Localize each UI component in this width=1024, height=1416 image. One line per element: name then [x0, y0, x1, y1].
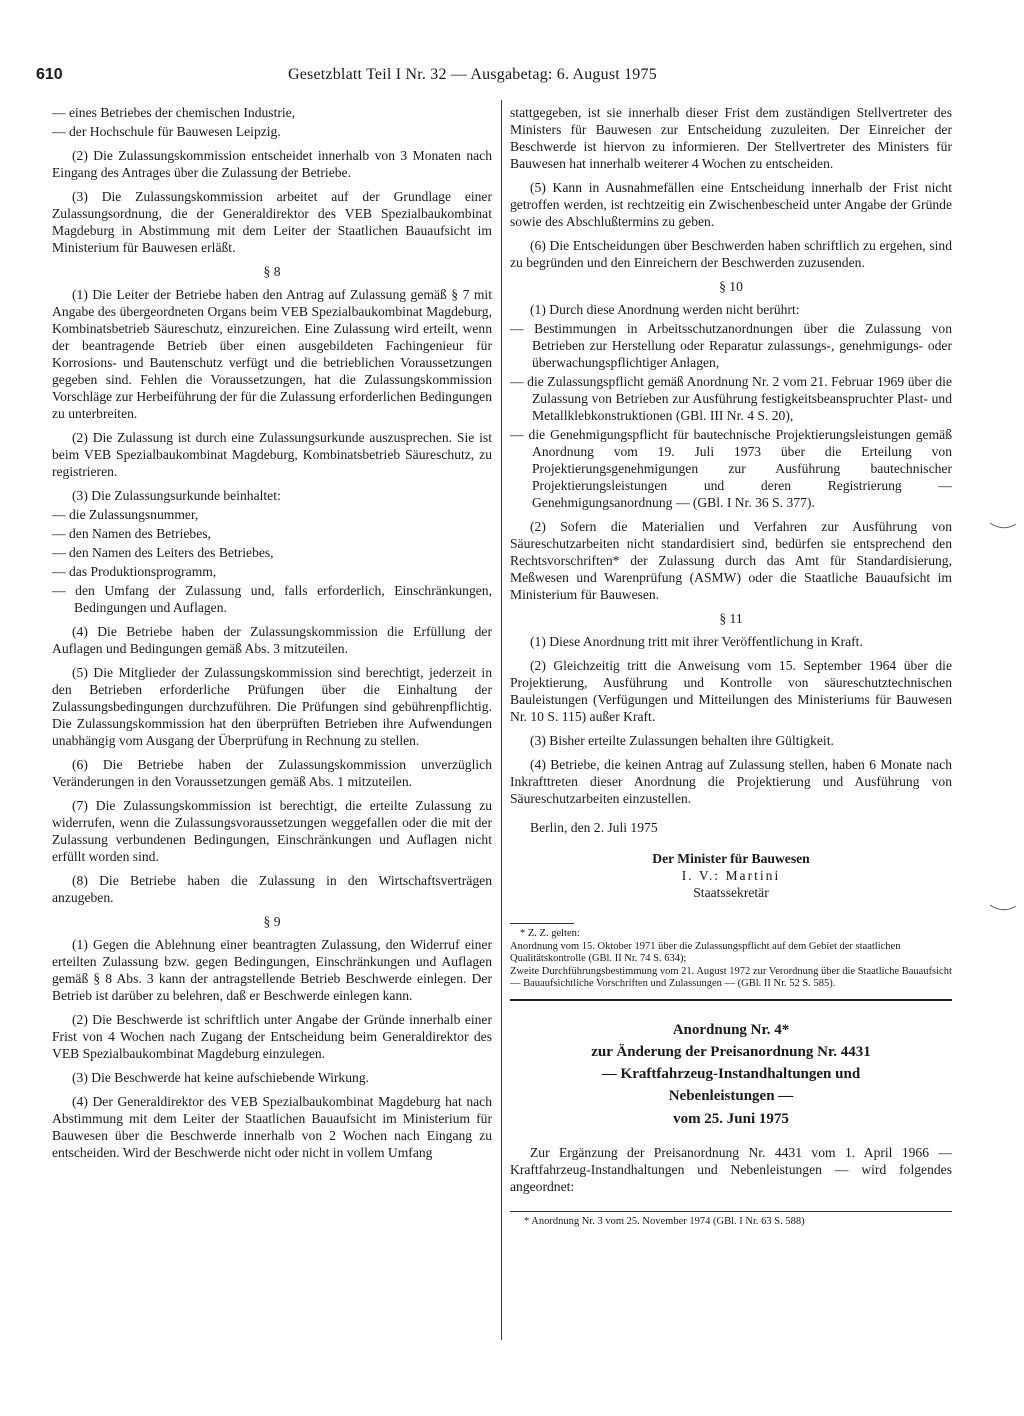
paragraph: (5) Die Mitglieder der Zulassungskommission sind berechtigt, jederzeit in den Betrieben erforderliche Prüfungen über die Einhaltung der Zulassungsbedingungen durchzuführen. Die Prüfungen sind gebührenpflichtig. Die Zulassungskommission hat den überprüften Betrieben ihre Aufwendungen unabhängig vom Ausgang der Überprüfung in Rechnung zu stellen.: [52, 665, 492, 748]
paragraph: (2) Die Zulassungskommission entscheidet innerhalb von 3 Monaten nach Eingang des Antrages über die Zulassung der Betriebe.: [52, 148, 492, 180]
anordnung-date: vom 25. Juni 1975: [673, 1110, 789, 1127]
list-item: — den Namen des Leiters des Betriebes,: [52, 545, 274, 560]
signer-title: Der Minister für Bauwesen: [652, 851, 810, 866]
section-heading: § 8: [263, 264, 281, 279]
margin-mark: [988, 902, 1018, 912]
paragraph: (2) Gleichzeitig tritt die Anweisung vom 15. September 1964 über die Projektierung, Ausführung und Kontrolle von säureschutztechnischen Bauleistungen (Verfügungen und Mitteilungen des Ministeriums für Bauwesen Nr. 10 S. 115) außer Kraft.: [510, 658, 952, 724]
paragraph: (2) Sofern die Materialien und Verfahren zur Ausführung von Säureschutzarbeiten nicht standardisiert sind, bedürfen sie entsprechend den Rechtsvorschriften* der Zulassung durch das Amt für Standardisierung, Meßwesen und Warenprüfung (ASMW) oder die Staatliche Bauaufsicht im Ministerium für Bauwesen.: [510, 519, 952, 602]
paragraph: (6) Die Betriebe haben der Zulassungskommission unverzüglich Veränderungen in den Voraussetzungen gemäß Abs. 1 mitzuteilen.: [52, 757, 492, 789]
running-head: Gesetzblatt Teil I Nr. 32 — Ausgabetag: 6. August 1975: [288, 66, 657, 83]
paragraph: (8) Die Betriebe haben die Zulassung in den Wirtschaftsverträgen anzugeben.: [52, 873, 492, 905]
paragraph: (7) Die Zulassungskommission ist berechtigt, die erteilte Zulassung zu widerrufen, wenn die Zulassungsvoraussetzungen weggefallen oder die mit der Zulassung verbundenen Bedingungen, Einschränkungen und Auflagen nicht erfüllt worden sind.: [52, 798, 492, 864]
paragraph: (3) Die Zulassungsurkunde beinhaltet:: [72, 488, 281, 503]
signer-role: Staatssekretär: [693, 885, 769, 900]
anordnung-title-line: Anordnung Nr. 4*: [672, 1021, 790, 1038]
footnote-rule: [510, 1211, 952, 1212]
right-column: [510, 104, 952, 1228]
anordnung-title-line: zur Änderung der Preisanordnung Nr. 4431: [591, 1043, 871, 1060]
anordnung-title-line: — Kraftfahrzeug-Instandhaltungen und: [601, 1065, 861, 1082]
anordnung-title-line: Nebenleistungen —: [668, 1087, 794, 1104]
section-heading: § 9: [263, 914, 281, 929]
list-item: — Bestimmungen in Arbeitsschutzanordnungen über die Zulassung von Betrieben zur Herstellung oder Reparatur zulassungs-, genehmigungs- oder überwachungspflichtiger Anlagen,: [510, 321, 952, 370]
paragraph: (4) Der Generaldirektor des VEB Spezialbaukombinat Magdeburg hat nach Abstimmung mit dem Leiter der Staatlichen Bauaufsicht im Ministerium für Bauwesen über die Beschwerde innerhalb von 2 Wochen nach Eingang zu entscheiden. Wird der Beschwerde nicht oder nicht in vollem Umfang: [52, 1094, 492, 1160]
left-column: [52, 104, 492, 1168]
list-item: — die Zulassungspflicht gemäß Anordnung Nr. 2 vom 21. Februar 1969 über die Zulassung von Betrieben zur Ausführung festigkeitsbeanspruchter Plast- und Metallklebkonstruktionen (GBl. III Nr. 4 S. 20),: [510, 374, 952, 423]
list-item: — eines Betriebes der chemischen Industrie,: [52, 105, 296, 120]
paragraph: (3) Die Zulassungskommission arbeitet auf der Grundlage einer Zulassungsordnung, die der Generaldirektor des VEB Spezialbaukombinat Magdeburg in Abstimmung mit dem Leiter der Staatlichen Bauaufsicht im Ministerium für Bauwesen erläßt.: [52, 189, 492, 255]
list-item: — die Zulassungsnummer,: [52, 507, 199, 522]
paragraph: (6) Die Entscheidungen über Beschwerden haben schriftlich zu ergehen, sind zu begründen und den Einreichern der Beschwerden zuzusenden.: [510, 238, 952, 270]
paragraph: (1) Diese Anordnung tritt mit ihrer Veröffentlichung in Kraft.: [530, 634, 863, 649]
paragraph: stattgegeben, ist sie innerhalb dieser Frist dem zuständigen Stellvertreter des Ministers für Bauwesen zur Entscheidung zuzuleiten. Der Einreicher der Beschwerde ist hiervon zu informieren. Der Stellvertreter des Ministers für Bauwesen hat innerhalb weiterer 4 Wochen zu entscheiden.: [510, 105, 952, 171]
footnote-line: Anordnung vom 15. Oktober 1971 über die Zulassungspflicht auf dem Gebiet der staatlichen Qualitätskontrolle (GBl. II Nr. 74 S. 634);: [510, 940, 901, 964]
page-header: [36, 66, 984, 90]
list-item: — das Produktionsprogramm,: [52, 564, 217, 579]
paragraph: Zur Ergänzung der Preisanordnung Nr. 4431 vom 1. April 1966 — Kraftfahrzeug-Instandhaltungen und Nebenleistungen — wird folgendes angeordnet:: [510, 1144, 952, 1194]
list-item: — den Umfang der Zulassung und, falls erforderlich, Einschränkungen, Bedingungen und Auflagen.: [52, 583, 492, 615]
footnote-rule: [510, 923, 574, 924]
paragraph: (3) Die Beschwerde hat keine aufschiebende Wirkung.: [72, 1070, 370, 1085]
signing-date: Berlin, den 2. Juli 1975: [530, 820, 658, 835]
paragraph: (1) Die Leiter der Betriebe haben den Antrag auf Zulassung gemäß § 7 mit Angabe des übergeordneten Organs beim VEB Spezialbaukombinat Magdeburg, Kombinatsbetrieb Säureschutz, einzureichen. Eine Zulassung wird erteilt, wenn der beantragende Betrieb über einen ausgebildeten Fachingenieur für Korrosions- und Bautenschutz verfügt und die betrieblichen Voraussetzungen gegeben sind. Fehlen die Voraussetzungen, hat die Zulassungskommission Vorschläge zur Herbeiführung der für die Zulassung erforderlichen Bedingungen zu unterbreiten.: [52, 287, 492, 421]
page-number: 610: [36, 66, 63, 83]
section-separator: [510, 999, 952, 1001]
paragraph: (3) Bisher erteilte Zulassungen behalten ihre Gültigkeit.: [530, 733, 834, 748]
list-item: — den Namen des Betriebes,: [52, 526, 211, 541]
paragraph: (1) Durch diese Anordnung werden nicht berührt:: [530, 302, 800, 317]
list-item: — die Genehmigungspflicht für bautechnische Projektierungsleistungen gemäß Anordnung vom 19. Juli 1973 über die Erteilung von Projektierungsgenehmigungen zur Ausführung bautechnischer Projektierungsleistungen und deren Registrierung — Genehmigungsanordnung — (GBl. I Nr. 36 S. 377).: [510, 427, 952, 510]
paragraph: (1) Gegen die Ablehnung einer beantragten Zulassung, den Widerruf einer erteilten Zulassung bzw. gegen Bedingungen, Einschränkungen und Auflagen gemäß § 8 Abs. 3 kann der antragstellende Betrieb Beschwerde einlegen. Der Betrieb ist darüber zu belehren, daß er Beschwerde einlegen kann.: [52, 937, 492, 1003]
paragraph: (2) Die Beschwerde ist schriftlich unter Angabe der Gründe innerhalb einer Frist von 4 Wochen nach Zugang der Entscheidung beim Generaldirektor des VEB Spezialbaukombinat Magdeburg einzulegen.: [52, 1012, 492, 1061]
margin-mark: [988, 520, 1018, 530]
column-divider: [501, 100, 502, 1340]
footnote-line: Zweite Durchführungsbestimmung vom 21. August 1972 zur Verordnung über die Staatliche Bauaufsicht — Bauaufsichtliche Vorschriften und Zulassungen — (GBl. II Nr. 52 S. 585).: [510, 965, 952, 989]
paragraph: (4) Die Betriebe haben der Zulassungskommission die Erfüllung der Auflagen und Bedingungen gemäß Abs. 3 mitzuteilen.: [52, 624, 492, 656]
footnote-line: * Z. Z. gelten:: [520, 928, 580, 939]
paragraph: (2) Die Zulassung ist durch eine Zulassungsurkunde auszusprechen. Sie ist beim VEB Spezialbaukombinat Magdeburg, Kombinatsbetrieb Säureschutz, zu registrieren.: [52, 430, 492, 479]
section-heading: § 10: [719, 279, 743, 294]
paragraph: (5) Kann in Ausnahmefällen eine Entscheidung innerhalb der Frist nicht getroffen werden, ist rechtzeitig ein Zwischenbescheid unter Angabe der Gründe sowie des Abschlußtermins zu geben.: [510, 180, 952, 229]
footnote-line: * Anordnung Nr. 3 vom 25. November 1974 (GBl. I Nr. 63 S. 588): [524, 1215, 805, 1227]
paragraph: (4) Betriebe, die keinen Antrag auf Zulassung stellen, haben 6 Monate nach Inkrafttreten dieser Anordnung die Projektierung und Ausführung von Säureschutzarbeiten einzustellen.: [510, 757, 952, 806]
section-heading: § 11: [719, 611, 743, 626]
list-item: — der Hochschule für Bauwesen Leipzig.: [52, 124, 281, 139]
signer-name: I. V.: Martini: [681, 868, 781, 883]
